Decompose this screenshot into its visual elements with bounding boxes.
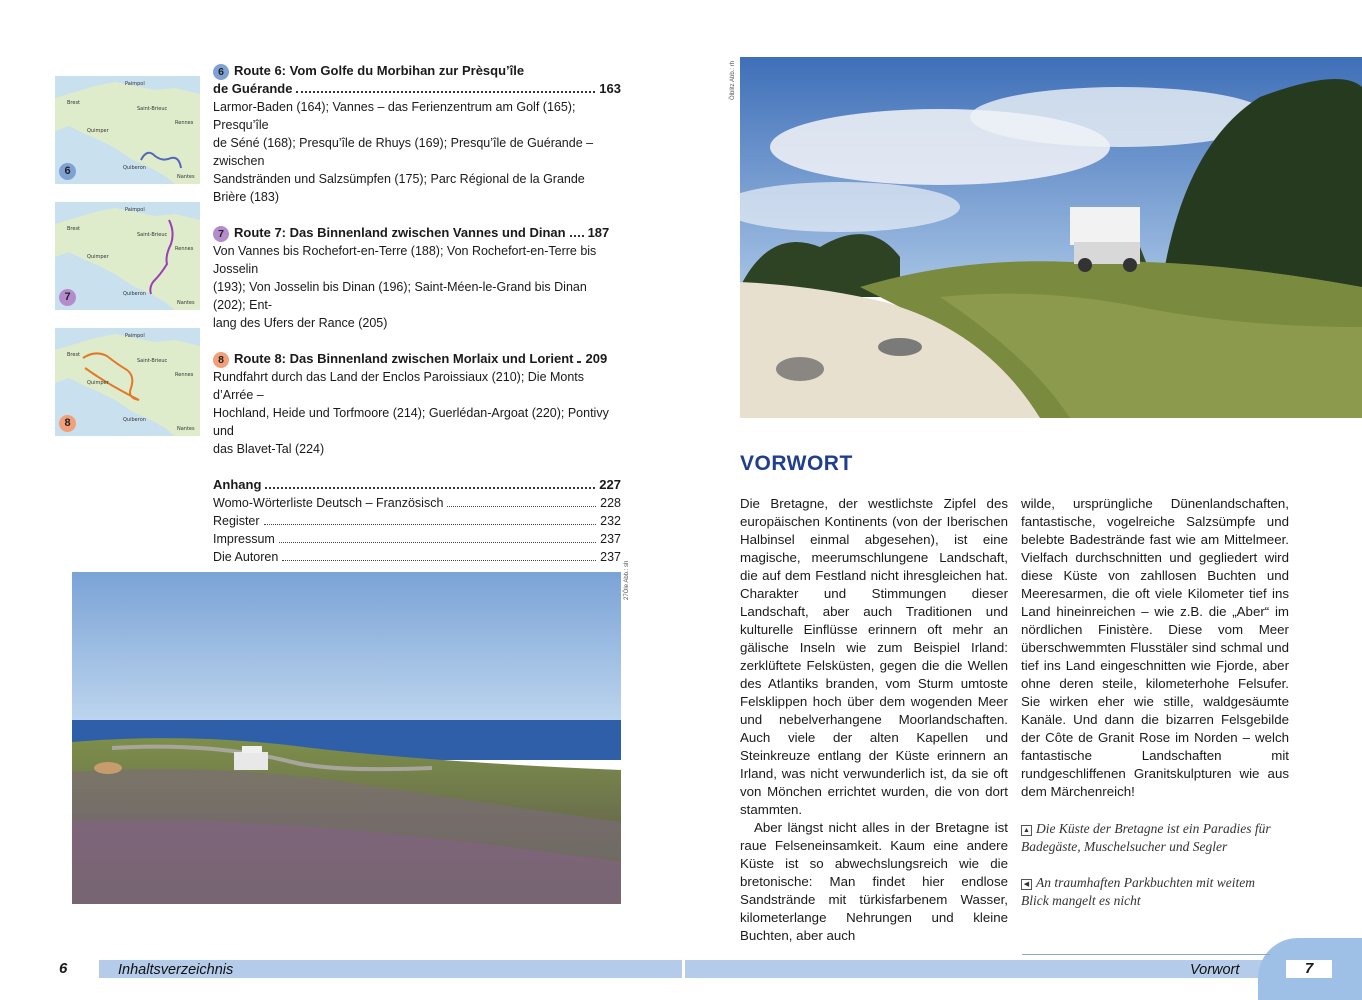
route-description: Larmor-Baden (164); Vannes – das Ferienzentrum am Golf (165); Presqu’île [213,100,576,132]
route-badge: 8 [59,415,76,432]
map-label: Nantes [177,300,195,306]
entry-label: Impressum [213,532,275,546]
map-label: Saint-Brieuc [137,232,168,238]
caption-text: Badegäste, Muschelsucher und Segler [1021,839,1228,854]
page-number-left: 6 [55,960,99,978]
toc-entry[interactable] [213,494,621,512]
page-number: 237 [600,532,621,546]
toc-route-6[interactable] [213,62,621,206]
route-description: de Séné (168); Presqu’île de Rhuys (169); Presqu’île de Guérande – zwischen [213,136,594,168]
photo-credit: 27Öle Abb.: sh [624,560,630,600]
entry-label: Womo-Wörterliste Deutsch – Französisch [213,496,444,510]
caption-text: Blick mangelt es nicht [1021,893,1141,908]
body-paragraph: wilde, ursprüngliche Dünenlandschaften, fantastische, vogelreiche Salzsümpfe und belebte Badestrände fast wie am Mittelmeer. Vielfach durchschnitten und gegliedert wird diese Küste von zahllosen Buchten und Meeresarmen, die oft viele Kilometer tief ins Land hineinreichen – wie z.B. die „Aber“ im nördlichen Finistère. Diese vom Meer überschwemmten Flusstäler sind schmal und tief ins Land eingeschnitten wie Fjorde, aber ohne deren steile, kilometerhohe Felsufer. Sie wirken eher wie stille, waldgesäumte Kanäle. Und dann die bizarren Felsgebilde der Côte de Granit Rose im Norden – welch fantastische Landschaften mit rundgeschliffenen Granitskulpturen wie aus dem Märchenreich! [1021,496,1289,799]
toc-entry[interactable] [213,548,621,566]
route-title: de Guérande [213,81,293,96]
route-number-badge: 6 [213,64,229,80]
map-label: Quimper [87,128,109,134]
route-description: Hochland, Heide und Torfmoore (214); Guerlédan-Argoat (220); Pontivy und [213,406,609,438]
page-number: 228 [600,496,621,510]
body-paragraph: Aber längst nicht alles in der Bretagne ist raue Felseneinsamkeit. Kaum eine andere Küste ist so abwechslungsreich wie die bretonische: Man findet hier endlose Sandstrände mit türkisfarbenem Wasser, kilometerlange Nehrungen und kleine Buchten, aber auch [740,820,1008,943]
toc-route-8[interactable] [213,350,621,458]
route-title: Route 8: Das Binnenland zwischen Morlaix und Lorient [234,351,574,366]
route-description: Sandstränden und Salzsümpfen (175); Parc Régional de la Grande Brière (183) [213,172,585,204]
section-title: Anhang [213,477,262,492]
route-description: Von Vannes bis Rochefort-en-Terre (188); Von Rochefort-en-Terre bis Josselin [213,244,597,276]
map-label: Saint-Brieuc [137,358,168,364]
section-heading: VORWORT [740,452,853,475]
toc-route-7[interactable] [213,224,621,332]
route-description: Rundfahrt durch das Land der Enclos Paroissiaux (210); Die Monts d’Arrée – [213,370,585,402]
map-label: Brest [67,226,81,232]
page-number: 209 [585,351,608,366]
route-description: lang des Ufers der Rance (205) [213,316,388,330]
route-8-map-thumbnail [55,328,200,436]
route-badge: 6 [59,163,76,180]
photo-caption-2 [1021,874,1301,910]
route-badge: 7 [59,289,76,306]
map-label: Rennes [175,120,194,126]
route-description: (193); Von Josselin bis Dinan (196); Saint-Méen-le-Grand bis Dinan (202); Ent- [213,280,587,312]
map-label: Quiberon [123,165,146,171]
footer-rule [1022,954,1270,955]
map-label: Quimper [87,254,109,260]
route-title: Route 7: Das Binnenland zwischen Vannes und Dinan [234,225,566,240]
body-paragraph: Die Bretagne, der westlichste Zipfel des europäischen Kontinents (von der Iberischen Halbinsel einmal abgesehen), ist eine magische, meerumschlungene Landschaft, die auf dem Festland nicht ihresgleichen hat. Charakter und Stimmungen dieser Landschaft, aber auch Traditionen und kulturelle Einflüsse erinnern oft mehr an gälische Inseln wie zum Beispiel Irland: zerklüftete Felsküsten, gegen die die Wellen des Atlantiks branden, vom Sturm umtoste Felsklippen hoch über dem wogenden Meer und nebelverhangene Moorlandschaften. Auch viele der alten Kapellen und Steinkreuze entlang der Küste erinnern an Irland, was nicht verwunderlich ist, da sie oft von Mönchen errichtet wurden, die von dort stammten. [740,496,1008,817]
map-label: Saint-Brieuc [137,106,168,112]
page-number-right: 7 [1286,960,1332,978]
map-label: Nantes [177,426,195,432]
route-number-badge: 8 [213,352,229,368]
coastal-heath-photo [72,572,621,904]
route-title: Route 6: Vom Golfe du Morbihan zur Prèsqu’île [234,63,525,78]
map-label: Paimpol [125,207,145,213]
page-number: 187 [587,225,610,240]
footer-title-right: Vorwort [1190,962,1240,978]
beach-camper-photo [740,57,1362,418]
photo-credit: Ölblitz Abb.: rh [730,60,736,100]
page-number: 237 [600,550,621,564]
toc-anhang[interactable] [213,476,621,566]
page-number: 163 [599,81,621,96]
left-arrow-icon: ◀ [1021,879,1032,890]
map-label: Brest [67,352,81,358]
caption-text: An traumhaften Parkbuchten mit weitem [1036,875,1255,890]
map-label: Paimpol [125,81,145,87]
map-label: Rennes [175,246,194,252]
map-label: Quiberon [123,417,146,423]
page-number: 232 [600,514,621,528]
page-number: 227 [599,477,621,492]
entry-label: Die Autoren [213,550,279,564]
map-label: Quiberon [123,291,146,297]
map-label: Nantes [177,174,195,180]
route-7-map-thumbnail [55,202,200,310]
map-label: Rennes [175,372,194,378]
route-number-badge: 7 [213,226,229,242]
text-column-2 [1021,495,1289,801]
toc-entry[interactable] [213,530,621,548]
route-description: das Blavet-Tal (224) [213,442,325,456]
toc-entry[interactable] [213,512,621,530]
route-6-map-thumbnail [55,76,200,184]
map-label: Quimper [87,380,109,386]
map-label: Brest [67,100,81,106]
map-label: Paimpol [125,333,145,339]
caption-text: Die Küste der Bretagne ist ein Paradies für [1036,821,1271,836]
photo-caption-1 [1021,820,1301,856]
text-column-1 [740,495,1008,945]
up-arrow-icon: ▲ [1021,825,1032,836]
footer-title-left: Inhaltsverzeichnis [118,962,234,978]
entry-label: Register [213,514,260,528]
